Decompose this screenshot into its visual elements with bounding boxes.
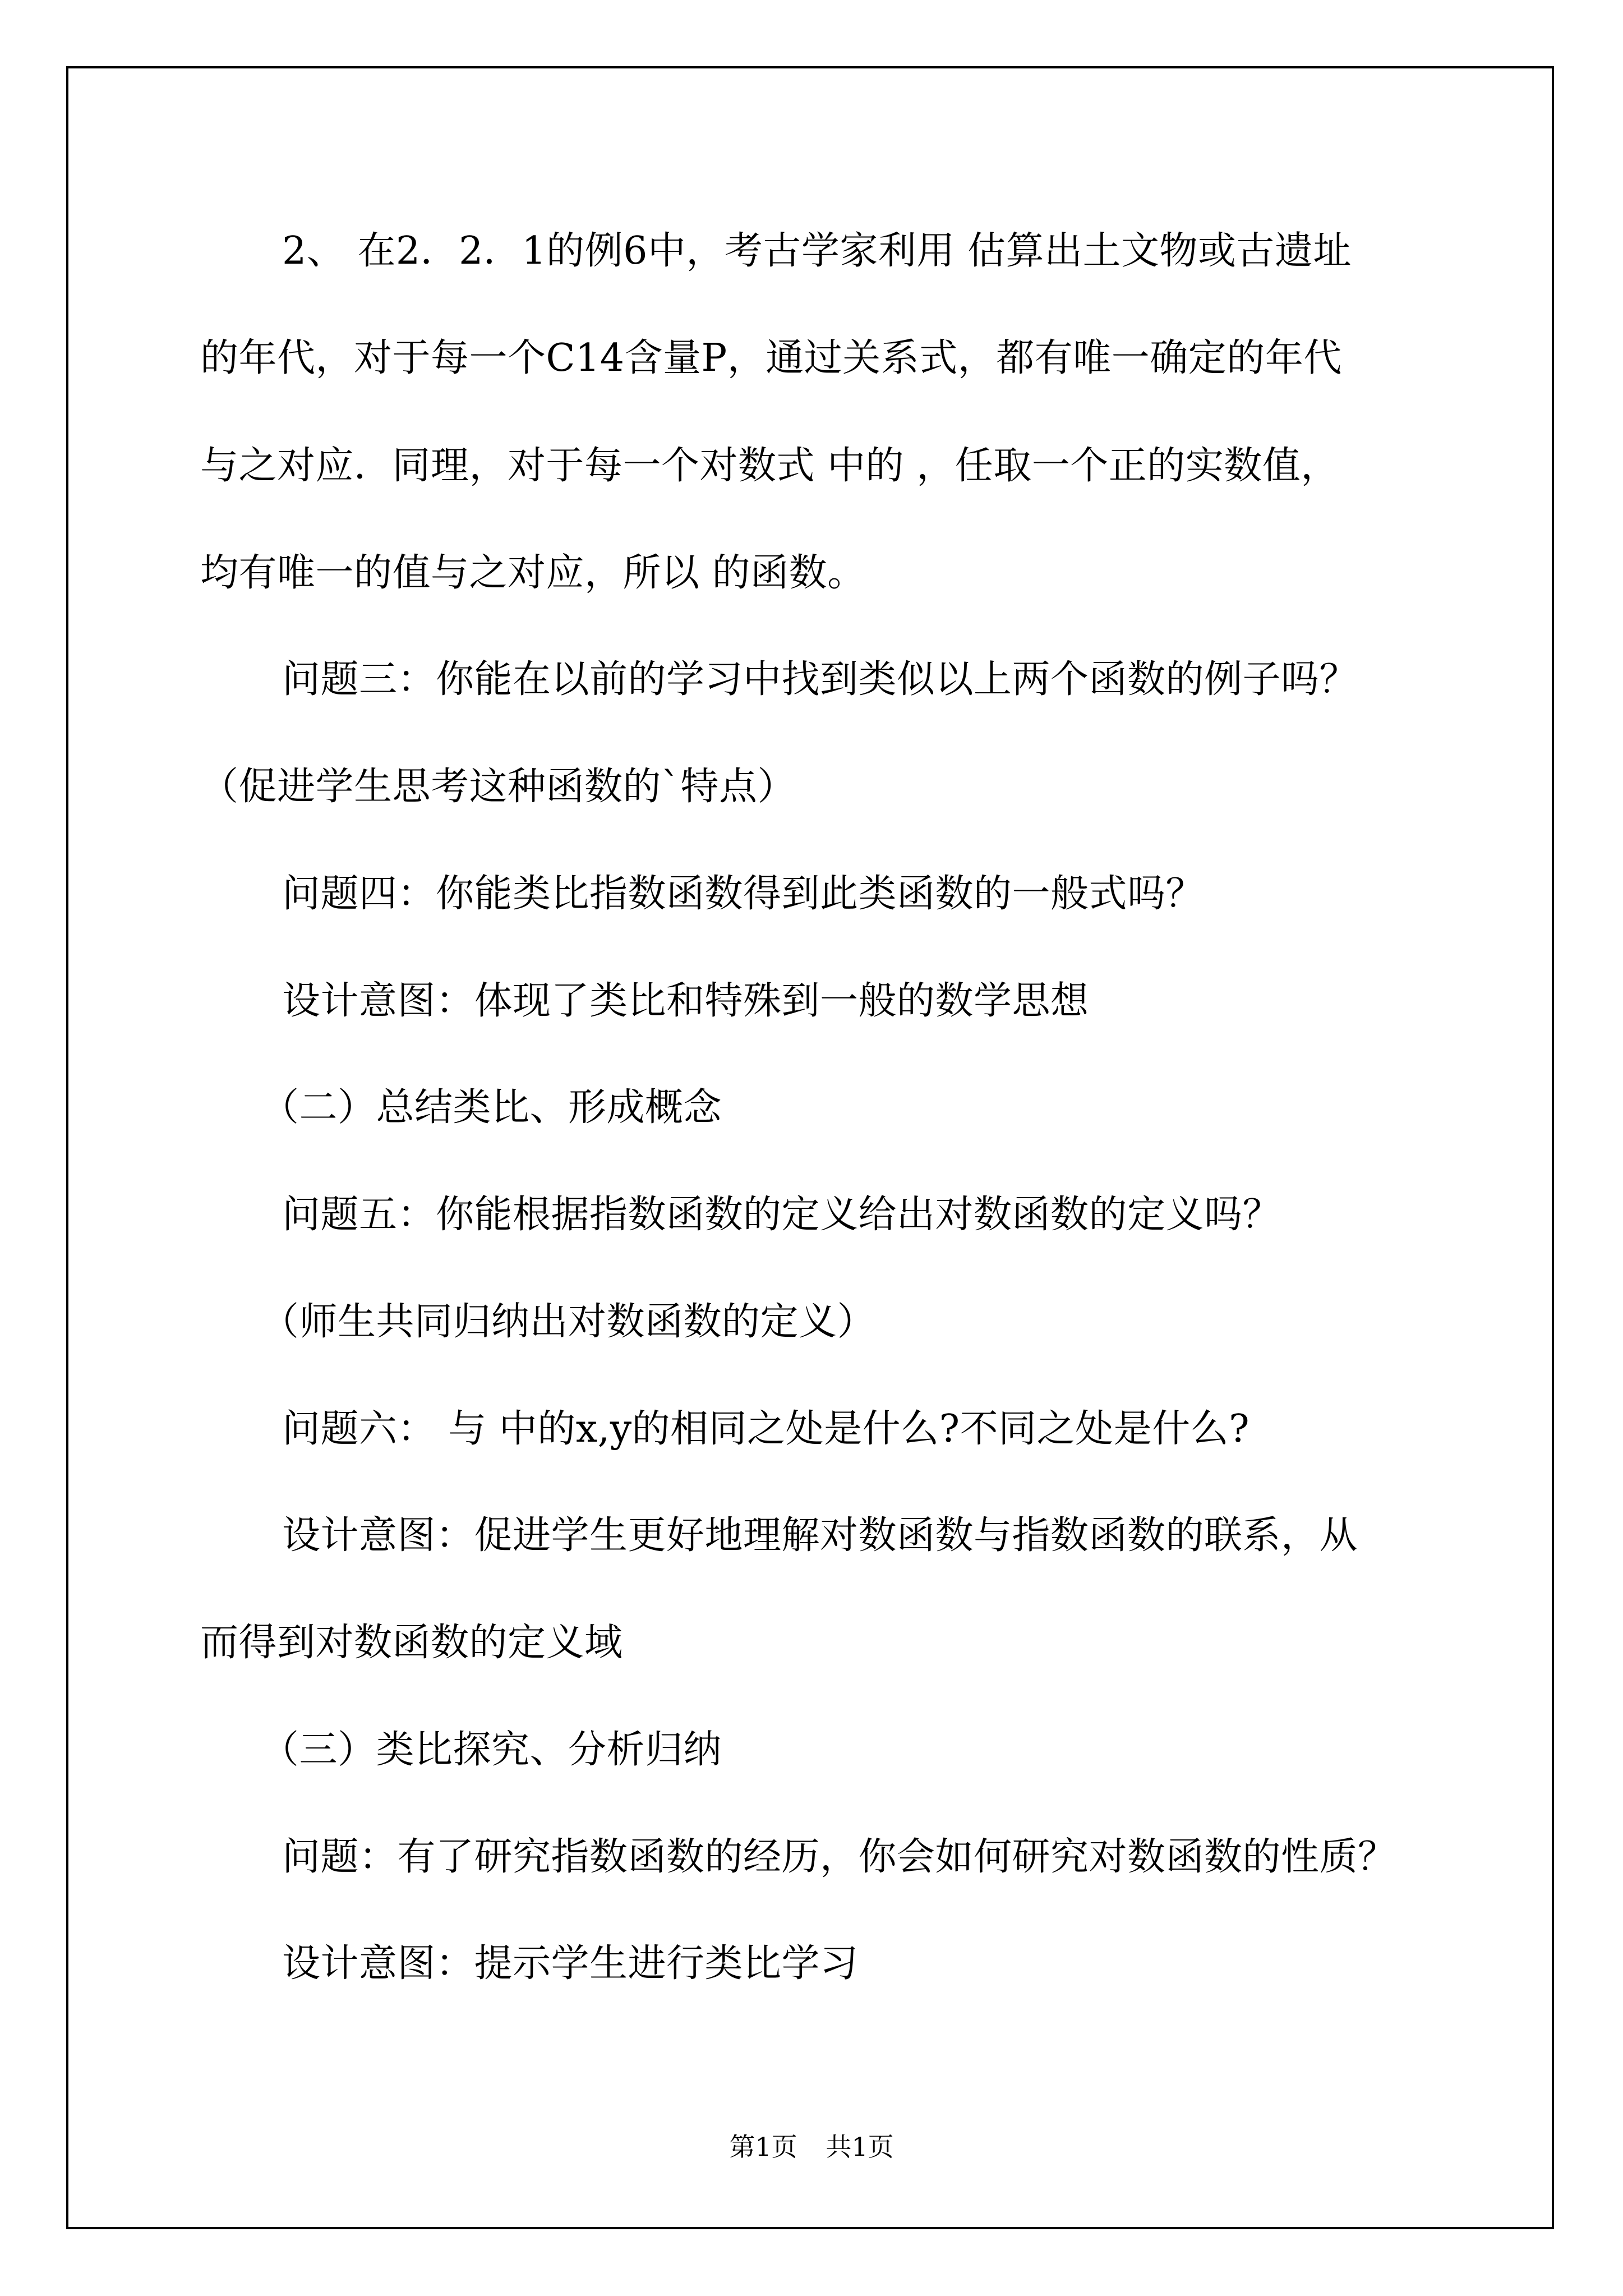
text-line: （促进学生思考这种函数的`特点） — [200, 765, 796, 809]
page-footer — [0, 2134, 1623, 2160]
text-line: 问题五：你能根据指数函数的定义给出对数函数的定义吗？ — [282, 1193, 1281, 1237]
section-heading: （三）类比探究、分析归纳 — [261, 1728, 722, 1772]
text-line: 问题四：你能类比指数函数得到此类函数的一般式吗？ — [282, 872, 1205, 916]
text-line: 问题三：你能在以前的学习中找到类似以上两个函数的例子吗？ — [282, 657, 1358, 702]
page-number: 第1页 — [729, 2132, 797, 2162]
text-line: 的年代，对于每一个C14含量P，通过关系式，都有唯一确定的年代 — [200, 336, 1342, 380]
section-heading: （二）总结类比、形成概念 — [261, 1085, 722, 1130]
text-line: 与之对应．同理，对于每一个对数式 中的 ，任取一个正的实数值， — [200, 444, 1339, 488]
page-border — [66, 66, 1554, 2229]
text-line: （师生共同归纳出对数函数的定义） — [261, 1300, 876, 1344]
text-line: 设计意图：促进学生更好地理解对数函数与指数函数的联系，从 — [282, 1513, 1358, 1558]
text-line: 均有唯一的值与之对应，所以 的函数。 — [200, 551, 866, 595]
text-line: 而得到对数函数的定义域 — [200, 1621, 623, 1665]
text-line: 设计意图：提示学生进行类比学习 — [282, 1941, 859, 1986]
text-line: 问题：有了研究指数函数的经历，你会如何研究对数函数的性质？ — [282, 1835, 1396, 1879]
page-total: 共1页 — [826, 2132, 894, 2162]
text-line: 问题六： 与 中的x,y的相同之处是什么?不同之处是什么? — [282, 1407, 1250, 1451]
text-line: 2、 在2．2．1的例6中，考古学家利用 估算出土文物或古遗址 — [282, 229, 1352, 273]
text-line: 设计意图：体现了类比和特殊到一般的数学思想 — [282, 979, 1089, 1023]
